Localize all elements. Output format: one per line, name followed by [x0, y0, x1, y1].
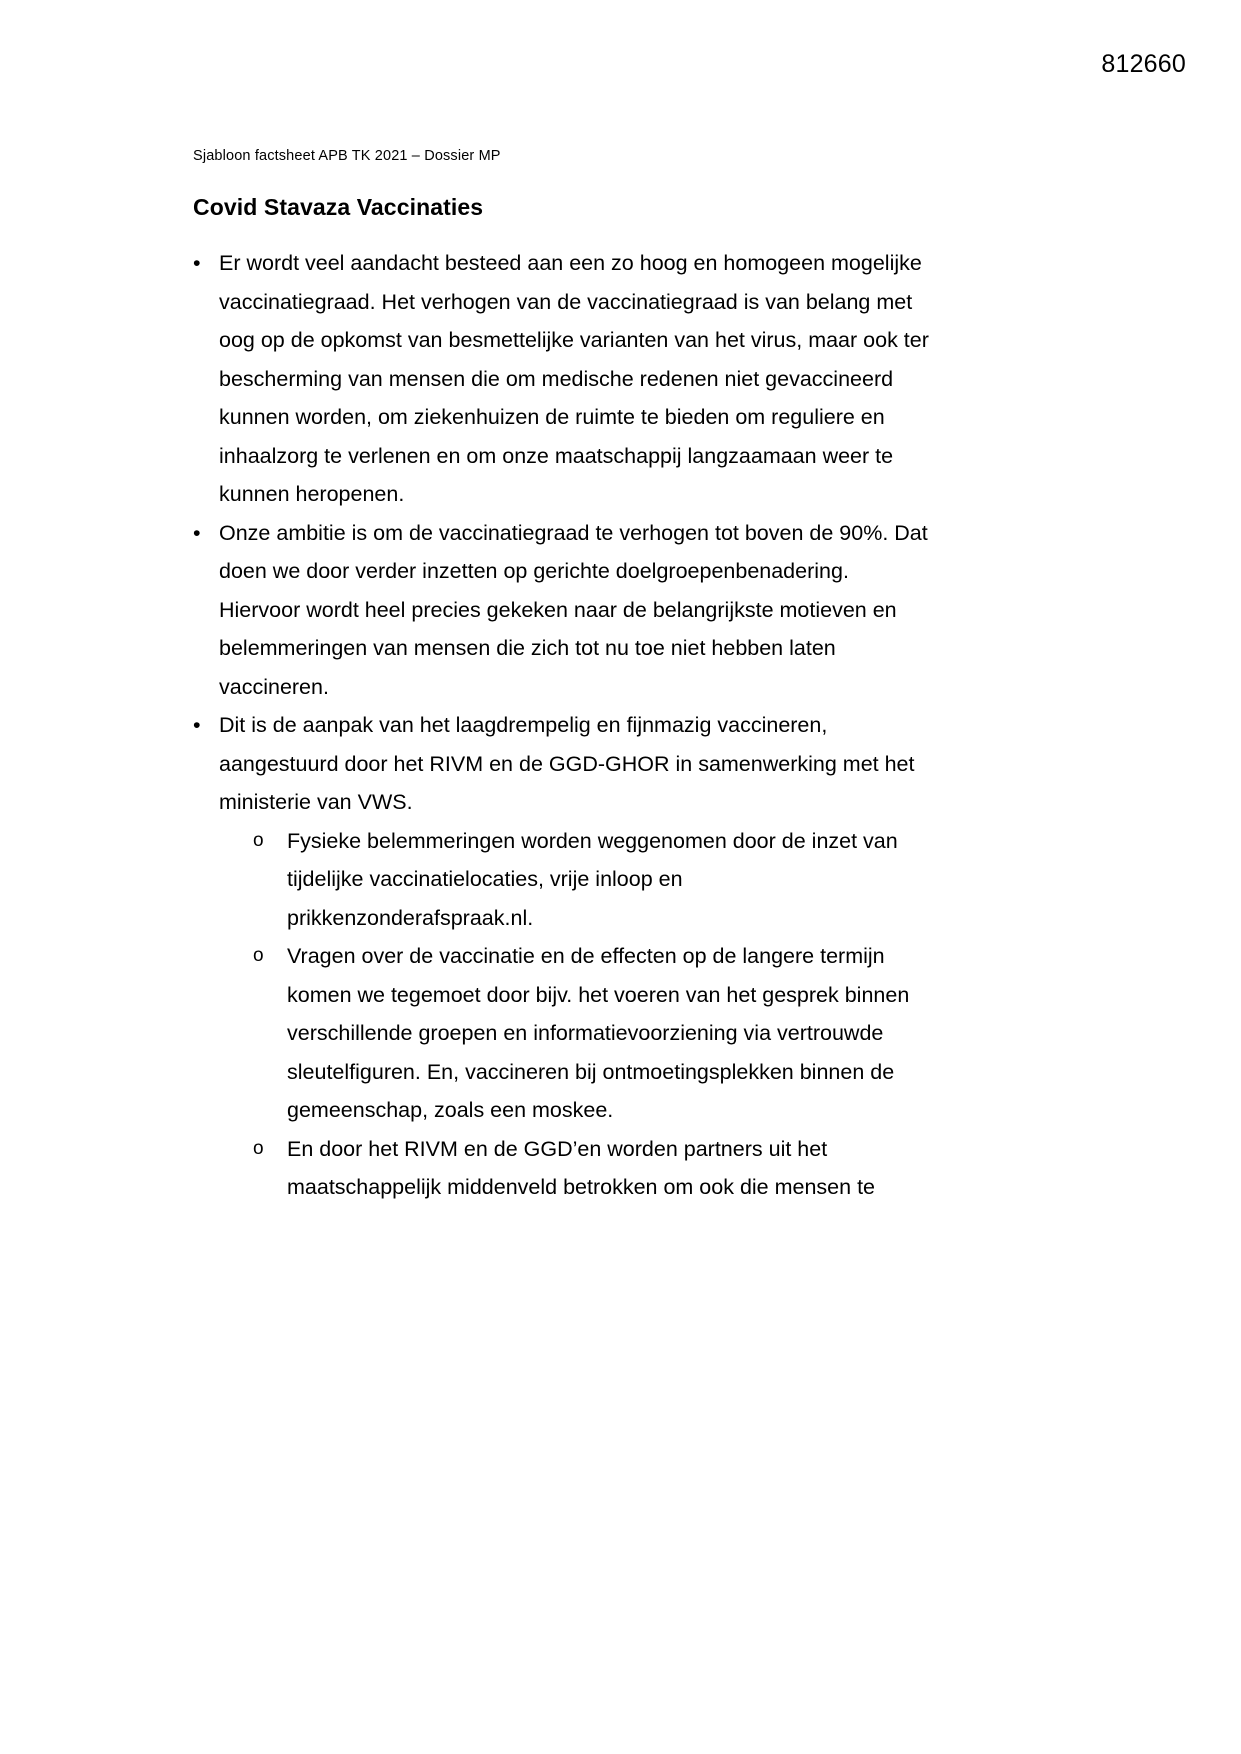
list-item: [193, 514, 933, 707]
sub-list-item: [253, 1130, 933, 1207]
sub-bullet-marker-icon: o: [253, 945, 264, 966]
list-item-text: Dit is de aanpak van het laagdrempelig en fijnmazig vaccineren, aangestuurd door het RIVM en de GGD-GHOR in samenwerking met het ministerie van VWS.: [219, 713, 915, 814]
sub-bullet-list: [193, 822, 933, 1207]
sub-list-item-text: Vragen over de vaccinatie en de effecten op de langere termijn komen we tegemoet door bijv. het voeren van het gesprek binnen verschillende groepen en informatievoorziening via vertrouwde sleutelfiguren. En, vaccineren bij ontmoetingsplekken binnen de gemeenschap, zoals een moskee.: [287, 944, 910, 1122]
list-item-text: Er wordt veel aandacht besteed aan een zo hoog en homogeen mogelijke vaccinatiegraad. Het verhogen van de vaccinatiegraad is van belang met oog op de opkomst van besmettelijke varianten van het virus, maar ook ter bescherming van mensen die om medische redenen niet gevaccineerd kunnen worden, om ziekenhuizen de ruimte te bieden om reguliere en inhaalzorg te verlenen en om onze maatschappij langzaamaan weer te kunnen heropenen.: [219, 251, 929, 506]
bullet-marker-icon: •: [193, 713, 201, 737]
sub-bullet-marker-icon: o: [253, 1137, 264, 1159]
sub-list-item: [253, 822, 933, 938]
sub-list-item: [253, 937, 933, 1130]
document-subtitle: Sjabloon factsheet APB TK 2021 – Dossier MP: [193, 148, 501, 164]
sub-bullet-marker-icon: o: [253, 829, 264, 851]
list-item: [193, 244, 933, 514]
bullet-marker-icon: •: [193, 520, 201, 545]
sub-list-item-text: En door het RIVM en de GGD’en worden partners uit het maatschappelijk middenveld betrokken om ook die mensen te: [287, 1136, 875, 1199]
page-stamp-number: 812660: [1101, 50, 1186, 78]
document-body: [193, 148, 933, 1207]
bullet-marker-icon: •: [193, 251, 201, 275]
sub-list-item-text: Fysieke belemmeringen worden weggenomen door de inzet van tijdelijke vaccinatielocaties, vrije inloop en prikkenzonderafspraak.nl.: [287, 828, 898, 930]
document-title: Covid Stavaza Vaccinaties: [193, 194, 484, 220]
list-item: [193, 706, 933, 822]
list-item-text: Onze ambitie is om de vaccinatiegraad te verhogen tot boven de 90%. Dat doen we door verder inzetten op gerichte doelgroepenbenadering. Hiervoor wordt heel precies gekeken naar de belangrijkste motieven en belemmeringen van mensen die zich tot nu toe niet hebben laten vaccineren.: [219, 520, 928, 699]
bullet-list: [193, 244, 933, 1207]
